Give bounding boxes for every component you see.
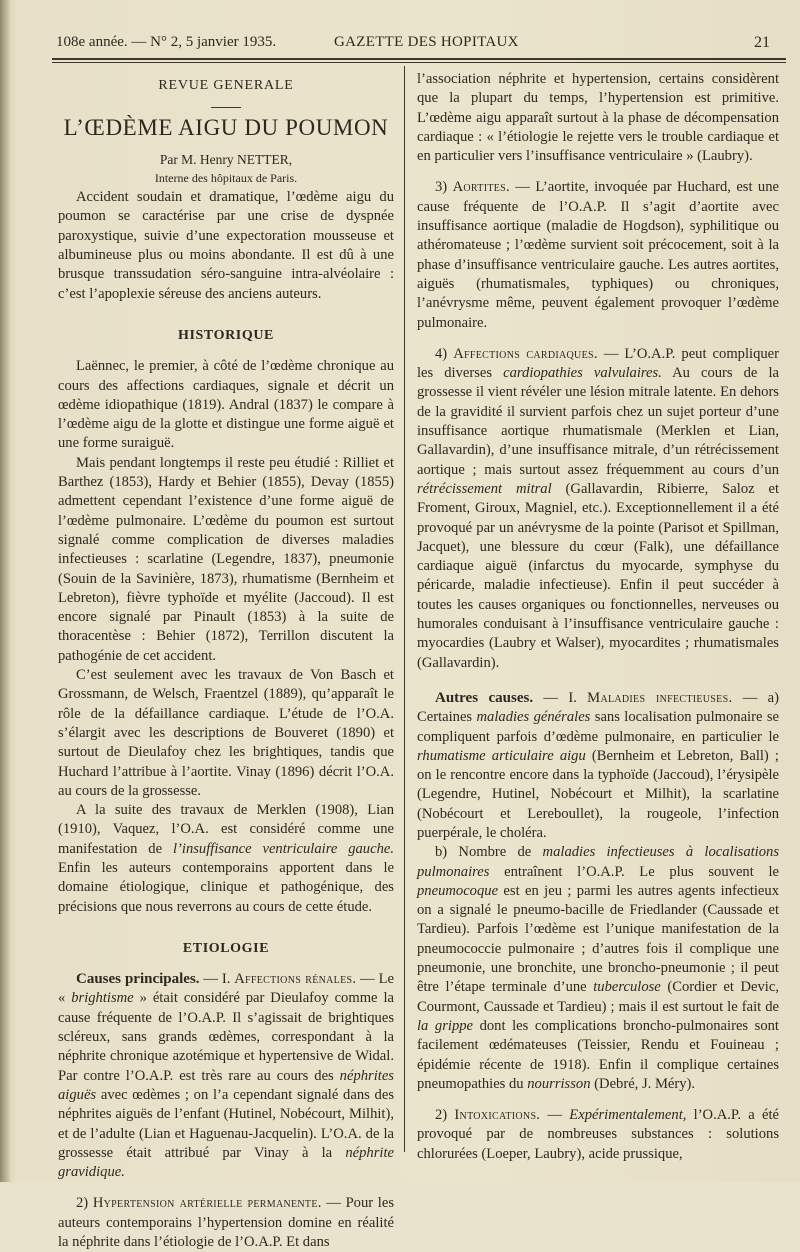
article-title: L’ŒDÈME AIGU DU POUMON bbox=[63, 115, 389, 141]
author-affiliation: Interne des hôpitaux de Paris. bbox=[154, 170, 298, 185]
causes-principales-paragraph: Causes principales. — I. Affections rénales. — Le « brightisme » était considéré par Dieulafoy comme la cause fréquente de l’O.A.P. Il s’agissait de brightiques scléreux, sans grands œdèmes, correspondant à la néphrite chronique azotémique et hypertensive de Widal. Par contre l’O.A.P. est très rare au cours des néphrites aiguës avec œdèmes ; on l’a cependant signalé dans des néphrites aiguës de l’enfant (Hutinel, Nobécourt, Milhit), et de l’adulte (Lian et Haguenau-Jacquelin). L’O.A. de la grossesse était attribué par Vinay à la néphrite gravidique. bbox=[58, 971, 394, 1181]
column-divider bbox=[404, 66, 405, 1152]
historique-paragraph-4: A la suite des travaux de Merklen (1908), Lian (1910), Vaquez, l’O.A. est considéré comme une manifestation de l’insuffisance ventriculaire gauche. Enfin les auteurs contemporains apportent dans le domaine étiologique, clinique et pathogénique, des précisions que nous reverrons au cours de cette étude. bbox=[58, 802, 394, 915]
hypertension-paragraph: 2) Hypertension artérielle permanente. — Pour les auteurs contemporains l’hypertension domine en réalité la néphrite dans l’étiologie de l’O.A.P. Et dans bbox=[58, 1195, 394, 1251]
historique-paragraph-3: C’est seulement avec les travaux de Von Basch et Grossmann, de Welsch, Fraentzel (1889), qu’apparaît le rôle de la défaillance cardiaque. L’étude de l’O.A. s’élargit avec les descriptions de Bouveret (1890) et surtout de Dieulafoy chez les brightiques, tandis que Huchard l’attribue à l’aortite. Vinay (1896) décrit l’O.A. au cours de la grossesse. bbox=[58, 667, 394, 799]
right-column bbox=[417, 70, 779, 1164]
section-heading-historique: HISTORIQUE bbox=[178, 327, 274, 343]
subhead-autres-causes: Autres causes. bbox=[435, 689, 534, 706]
header-rule bbox=[52, 58, 786, 60]
autres-causes-paragraph: Autres causes. — I. Maladies infectieuses. — a) Certaines maladies générales sans localisation pulmonaire se compliquent parfois d’œdème pulmonaire, en particulier le rhumatisme articulaire aigu (Bernheim et Lebreton, Ball) ; on le rencontre encore dans la typhoïde (Jaccoud), l’érysipèle (Legendre, Hutinel, Nobécourt et Milhit), la scarlatine (Nobécourt et Lereboullet), la rougeole, l’infection puerpérale, le choléra. bbox=[417, 689, 779, 841]
header-rule-thin bbox=[52, 62, 786, 63]
section-heading-etiologie: ETIOLOGIE bbox=[182, 940, 270, 956]
aortites-paragraph: 3) Aortites. — L’aortite, invoquée par Huchard, est une cause fréquente de l’O.A.P. Il s’agit d’aortite avec insuffisance aortique (maladie de Hogdson), syphilitique ou athéromateuse ; l’œdème survient soit précocement, soit à la phase d’insuffisance ventriculaire gauche. Les autres aortites, aiguës (rhumatismales, typhiques) ou chroniques, l’anévrysme même, peuvent également provoquer l’œdème pulmonaire. bbox=[417, 179, 779, 331]
rubric-rule bbox=[211, 107, 241, 108]
subhead-causes-principales: Causes principales. bbox=[76, 971, 200, 988]
intro-paragraph: Accident soudain et dramatique, l’œdème aigu du poumon se caractérise par une crise de dyspnée paroxystique, suivie d’une expectoration mousseuse et albumineuse plus ou moins abondante. Il est dû à une brusque transsudation séro-sanguine intra-alvéolaire : c’est l’apoplexie séreuse des anciens auteurs. bbox=[58, 189, 394, 302]
issue-info: 108e année. — N° 2, 5 janvier 1935. bbox=[56, 34, 277, 50]
page-binding-edge bbox=[0, 0, 10, 1182]
historique-paragraph-2: Mais pendant longtemps il reste peu étudié : Rilliet et Barthez (1853), Hardy et Behier (1855), Devay (1855) admettent cependant l’existence d’une forme aiguë de l’œdème pulmonaire. L’œdème du poumon est surtout signalé comme complication de diverses maladies infectieuses : scarlatine (Legendre, 1837), pneumonie (Souin de la Savinière, 1873), rhumatisme (Bernheim et Lebreton), fièvre typhoïde et myélite (Jaccoud). Il est encore signalé par Pinault (1853) à la suite de thoracentèse : Behier (1872), Terrillon discutent la pathogénie de cet accident. bbox=[58, 454, 394, 664]
journal-title: GAZETTE DES HOPITAUX bbox=[334, 34, 519, 50]
running-head bbox=[56, 30, 778, 54]
continued-paragraph: l’association néphrite et hypertension, certains considèrent que la plupart du temps, l’hypertension est primitive. L’œdème aigu apparaît surtout à la phase de décompensation cardiaque : « l’étiologie le rejette vers le trouble cardiaque et en particulier vers l’insuffisance ventriculaire » (Laubry). bbox=[417, 71, 779, 165]
infectious-b-paragraph: b) Nombre de maladies infectieuses à localisations pulmonaires entraînent l’O.A.P. Le plus souvent le pneumocoque est en jeu ; parmi les autres agents infectieux on a signalé le pneumo-bacille de Friedlander (Caussade et Tardieu). Parfois l’œdème est l’unique manifestation de la pneumococcie pulmonaire ; d’autres fois il complique une pneumonie, une bronchite, une broncho-pneumonie ; il peut être l’étape terminale d’une tuberculose (Cordier et Devic, Courmont, Caussade et Tardieu) ; mais il est surtout le fait de la grippe dont les complications broncho-pulmonaires sont facilement œdémateuses (Teissier, Rendu et Fouineau ; épidémie récente de 1918). Enfin il complique certaines pneumopathies du nourrisson (Debré, J. Méry). bbox=[417, 844, 779, 1092]
rubric: REVUE GENERALE bbox=[158, 78, 294, 93]
byline: Par M. Henry NETTER, bbox=[159, 151, 293, 167]
historique-paragraph-1: Laënnec, le premier, à côté de l’œdème chronique au cours des affections cardiaques, signale et décrit un œdème idiopathique (1819). Andral (1837) le compare à l’œdème aigu de la glotte et distingue une forme aiguë et une forme suraiguë. bbox=[58, 358, 394, 452]
left-column bbox=[58, 70, 394, 1252]
intoxications-paragraph: 2) Intoxications. — Expérimentalement, l’O.A.P. a été provoqué par de nombreuses substances : solutions chlorurées (Loeper, Laubry), acide prussique, bbox=[417, 1107, 780, 1162]
affections-cardiaques-paragraph: 4) Affections cardiaques. — L’O.A.P. peut compliquer les diverses cardiopathies valvulaires. Au cours de la grossesse il vient révéler une lésion mitrale latente. En dehors de la gravidité il survient parfois chez un sujet porteur d’une insuffisance aortique rhumatismale (Merklen et Lian, Gallavardin), d’une insuffisance mitrale, d’un rétrécissement aortique ; mais surtout assez fréquemment au cours d’un rétrécissement mitral (Gallavardin, Ribierre, Saloz et Froment, Giroux, Magniel, etc.). Exceptionnellement il a été provoqué par un anévrysme de la pointe (Parisot et Spillman, Jacquet), une blessure du cœur (Falk), une défaillance cardiaque aiguë (infarctus du myocarde, symphyse du péricarde, maladie infectieuse). Enfin il peut succéder à toutes les causes organiques ou fonctionnelles, nerveuses ou humorales conduisant à l’insuffisance ventriculaire gauche : myocardies (Laubry et Walser), myocardites ; rhumatismales (Gallavardin). bbox=[417, 345, 780, 671]
page-number: 21 bbox=[754, 34, 770, 51]
